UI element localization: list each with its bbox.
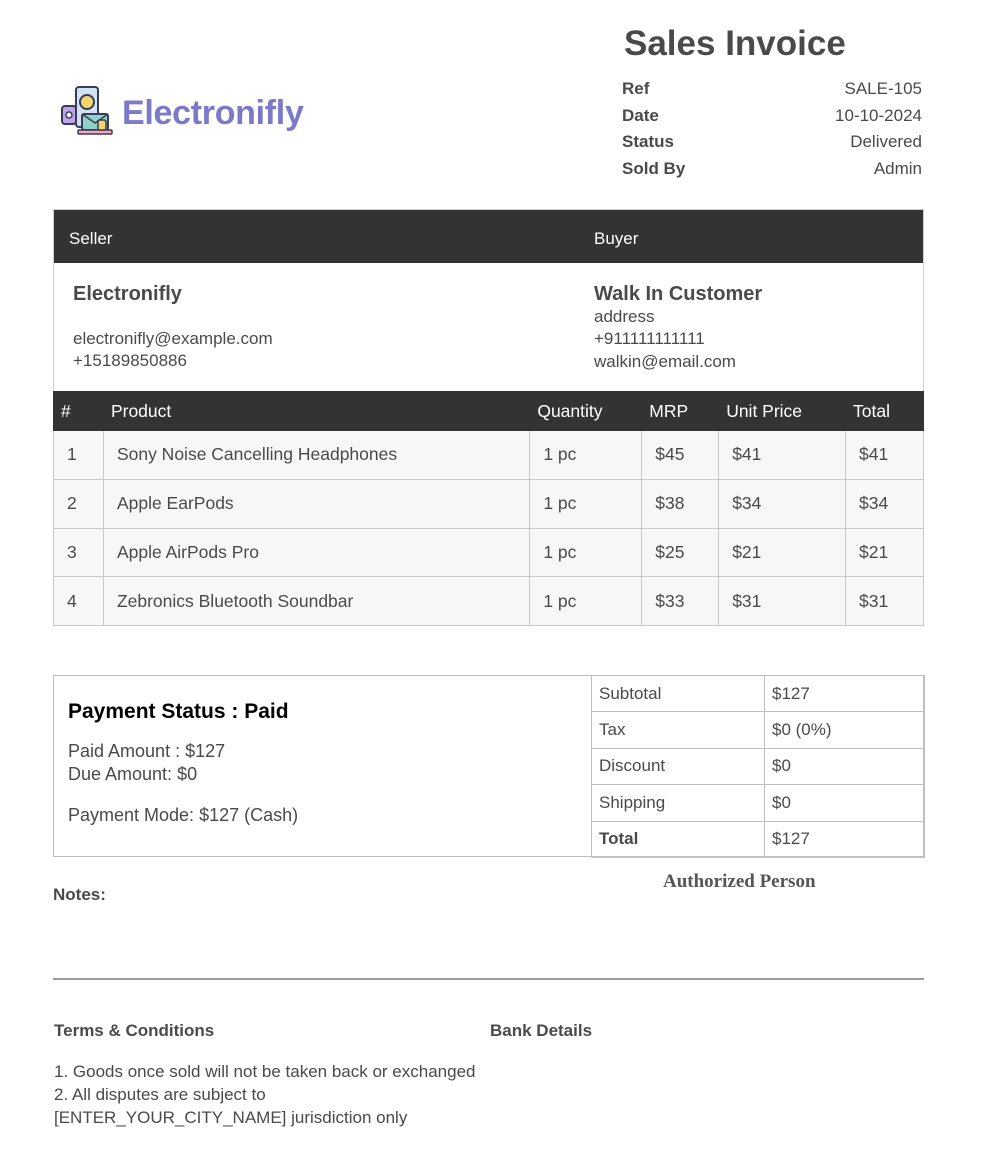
meta-label: Date: [622, 105, 659, 125]
cell-index: 3: [54, 528, 104, 577]
cell-total: $41: [846, 431, 924, 480]
brand-logo: [58, 84, 304, 142]
payment-section: [53, 675, 924, 857]
seller-details: [73, 283, 273, 373]
cell-mrp: $38: [642, 479, 719, 528]
summary-label: Subtotal: [592, 676, 765, 712]
cell-index: 2: [54, 479, 104, 528]
summary-label: Discount: [592, 748, 765, 784]
buyer-address: address: [594, 306, 655, 326]
table-row: [54, 479, 924, 528]
cell-unit-price: $21: [719, 528, 846, 577]
cell-total: $31: [846, 577, 924, 626]
cell-quantity: 1 pc: [530, 577, 642, 626]
meta-value: 10-10-2024: [835, 105, 922, 125]
cell-unit-price: $31: [719, 577, 846, 626]
cell-index: 1: [54, 431, 104, 480]
invoice-title: Sales Invoice: [624, 24, 846, 63]
cell-unit-price: $34: [719, 479, 846, 528]
cell-mrp: $45: [642, 431, 719, 480]
brand-name: Electronifly: [122, 93, 304, 132]
col-header-quantity: Quantity: [530, 392, 642, 431]
meta-label: Status: [622, 132, 674, 151]
summary-row-shipping: [592, 785, 925, 821]
authorized-person-label: Authorized Person: [663, 871, 816, 892]
meta-row-status: [622, 131, 922, 158]
table-row: [54, 431, 924, 480]
table-row: [54, 577, 924, 626]
cell-unit-price: $41: [719, 431, 846, 480]
invoice-meta: [622, 78, 922, 184]
meta-row-sold-by: [622, 158, 922, 185]
cell-quantity: 1 pc: [530, 431, 642, 480]
meta-value: Admin: [873, 158, 922, 178]
seller-name: Electronifly: [73, 283, 182, 305]
meta-label: Ref: [622, 79, 650, 98]
cell-product: Apple EarPods: [103, 479, 529, 528]
summary-row-subtotal: [592, 676, 925, 712]
terms-line: 1. Goods once sold will not be taken back or exchanged: [54, 1062, 476, 1081]
payment-details: [68, 700, 298, 827]
cell-quantity: 1 pc: [530, 528, 642, 577]
col-header-unit-price: Unit Price: [719, 392, 846, 431]
cell-product: Zebronics Bluetooth Soundbar: [103, 577, 529, 626]
party-header: [54, 210, 923, 263]
summary-row-total: [592, 821, 925, 857]
cell-quantity: 1 pc: [530, 479, 642, 528]
summary-value: $0: [765, 748, 925, 784]
terms-list: [54, 1060, 476, 1129]
summary-label: Tax: [592, 712, 765, 748]
party-body: [54, 263, 923, 391]
col-header-index: #: [54, 392, 104, 431]
summary-label: Shipping: [592, 785, 765, 821]
seller-phone: +15189850886: [73, 351, 187, 370]
payment-status: Payment Status : Paid: [68, 700, 289, 723]
meta-row-ref: [622, 78, 922, 105]
meta-row-date: [622, 105, 922, 132]
notes-label: Notes:: [53, 885, 106, 904]
buyer-details: [594, 283, 762, 373]
summary-row-tax: [592, 712, 925, 748]
cell-product: Sony Noise Cancelling Headphones: [103, 431, 529, 480]
cell-mrp: $33: [642, 577, 719, 626]
buyer-heading: Buyer: [594, 229, 639, 248]
summary-label: Total: [592, 821, 765, 857]
seller-heading: Seller: [69, 229, 113, 248]
items-table: [53, 391, 924, 626]
cell-total: $21: [846, 528, 924, 577]
cell-index: 4: [54, 577, 104, 626]
meta-label: Sold By: [622, 158, 686, 178]
terms-line: [ENTER_YOUR_CITY_NAME] jurisdiction only: [54, 1108, 408, 1127]
col-header-product: Product: [103, 392, 529, 431]
summary-value: $0 (0%): [765, 712, 925, 748]
cell-product: Apple AirPods Pro: [103, 528, 529, 577]
bank-details-heading: Bank Details: [490, 1021, 593, 1040]
summary-value: $127: [765, 676, 925, 712]
payment-mode: Payment Mode: $127 (Cash): [68, 805, 299, 825]
items-header-row: [54, 392, 924, 431]
seller-email: electronifly@example.com: [73, 328, 273, 348]
summary-value: $127: [765, 821, 925, 857]
party-section: [53, 209, 924, 392]
divider: [53, 978, 924, 980]
cell-mrp: $25: [642, 528, 719, 577]
electronics-devices-icon: [58, 84, 116, 142]
summary-value: $0: [765, 785, 925, 821]
buyer-phone: +911111111111: [594, 329, 705, 348]
paid-amount: Paid Amount : $127: [68, 741, 226, 761]
meta-value: Delivered: [850, 132, 922, 151]
table-row: [54, 528, 924, 577]
terms-heading: Terms & Conditions: [54, 1021, 215, 1040]
meta-value: SALE-105: [844, 79, 922, 98]
terms-line: 2. All disputes are subject to: [54, 1085, 266, 1104]
due-amount: Due Amount: $0: [68, 764, 198, 784]
summary-table: [591, 675, 925, 858]
cell-total: $34: [846, 479, 924, 528]
buyer-name: Walk In Customer: [594, 283, 763, 305]
buyer-email: walkin@email.com: [594, 351, 736, 371]
col-header-mrp: MRP: [642, 392, 719, 431]
col-header-total: Total: [846, 392, 924, 431]
summary-row-discount: [592, 748, 925, 784]
